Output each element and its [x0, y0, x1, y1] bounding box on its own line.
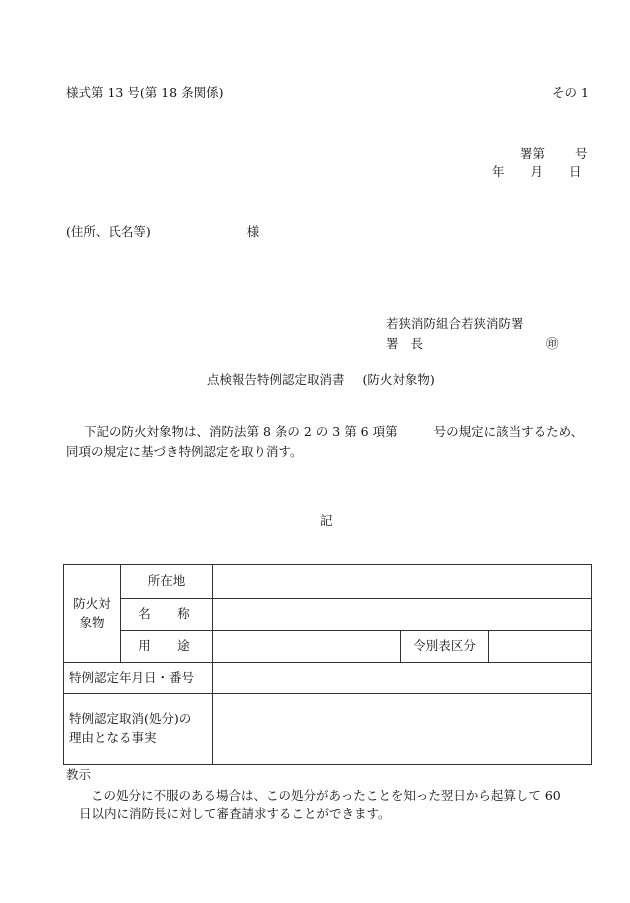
notice-heading: 教示 — [66, 767, 92, 782]
body-text-line-2: 同項の規定に基づき特例認定を取り消す。 — [66, 444, 303, 459]
use-field[interactable] — [213, 631, 401, 663]
use-class-field[interactable] — [489, 631, 592, 663]
certification-date-field[interactable] — [213, 663, 592, 694]
date-month: 月 — [530, 164, 544, 179]
seal-mark: ㊞ — [546, 336, 559, 351]
body-text-line-1 — [84, 426, 583, 439]
details-table — [63, 564, 592, 765]
addressee — [66, 226, 259, 239]
use-class-label: 令別表区分 — [401, 631, 489, 663]
name-field[interactable] — [213, 599, 592, 631]
issuer-organization: 若狭消防組合若狭消防署 — [386, 316, 524, 331]
fire-target-label-2: 象物 — [79, 614, 105, 630]
body-text-line-1b: 号の規定に該当するため、 — [433, 424, 584, 439]
document-number — [520, 148, 588, 161]
addressee-honorific: 様 — [246, 224, 260, 239]
revocation-reason-label-1: 特例認定取消(処分)の — [69, 711, 192, 727]
name-label: 名 称 — [121, 599, 213, 631]
issuer-title-a: 署 — [386, 336, 399, 351]
issuer-title — [386, 338, 423, 351]
revocation-reason-label-2: 理由となる事実 — [69, 730, 157, 745]
document-number-suffix: 号 — [575, 146, 588, 161]
notice-text-line-1: この処分に不服のある場合は、この処分があったことを知った翌日から起算して 60 — [91, 788, 561, 803]
fire-target-label — [64, 565, 121, 663]
issuer-title-b: 長 — [410, 336, 424, 351]
location-label: 所在地 — [121, 565, 213, 599]
fire-target-label-1: 防火対 — [73, 595, 111, 611]
date-year: 年 — [492, 164, 505, 179]
use-label: 用 途 — [121, 631, 213, 663]
date-day: 日 — [569, 164, 582, 179]
document-title-main: 点検報告特例認定取消書 — [207, 372, 345, 387]
part-number: その 1 — [552, 85, 589, 100]
notice-text-line-2: 日以内に消防長に対して審査請求することができます。 — [79, 806, 391, 821]
document-title-sub: (防火対象物) — [362, 372, 435, 387]
form-number: 様式第 13 号(第 18 条関係) — [66, 85, 224, 100]
revocation-reason-field[interactable] — [213, 694, 592, 765]
revocation-reason-label — [64, 694, 213, 765]
document-date — [492, 166, 582, 179]
location-field[interactable] — [213, 565, 592, 599]
certification-date-label: 特例認定年月日・番号 — [64, 663, 213, 694]
addressee-label: (住所、氏名等) — [66, 224, 151, 239]
body-text-line-1a: 下記の防火対象物は、消防法第 8 条の 2 の 3 第 6 項第 — [84, 424, 398, 439]
ki-heading: 記 — [320, 513, 333, 528]
document-number-station: 署第 — [520, 146, 546, 161]
document-title — [207, 374, 435, 387]
